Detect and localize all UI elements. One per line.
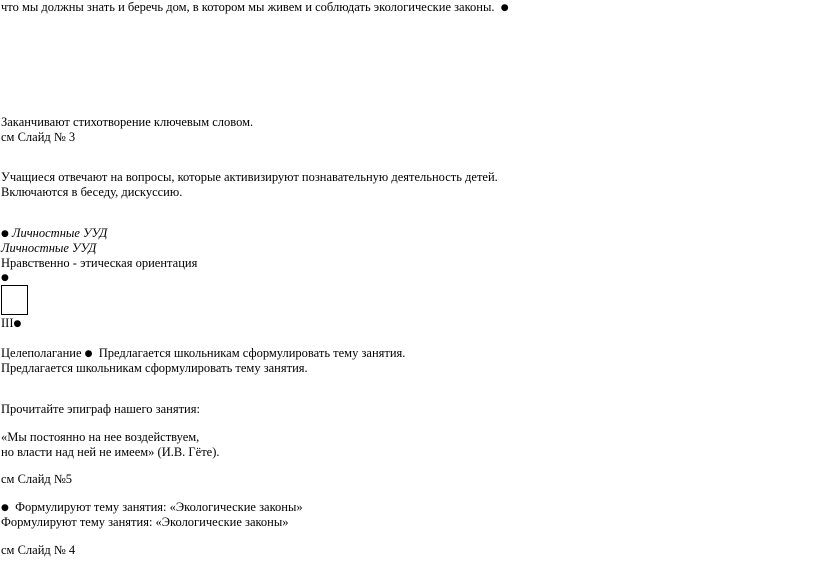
stage-number-line xyxy=(1,316,21,332)
text: Личностные УУД xyxy=(1,241,97,255)
text: Прочитайте эпиграф нашего занятия: xyxy=(1,402,200,416)
text: Нравственно - этическая ориентация xyxy=(1,256,198,270)
text-line-law-intro xyxy=(1,0,509,16)
text: Заканчивают стихотворение ключевым словом. xyxy=(1,115,254,129)
ethical-orientation-line xyxy=(1,256,197,271)
text: но власти над ней не имеем» (И.В. Гёте). xyxy=(1,445,220,459)
goal-setting-line xyxy=(1,346,405,362)
personal-uud-bullet-line xyxy=(1,226,107,242)
epigraph-quote-line-2 xyxy=(1,445,220,460)
text: см Слайд № 3 xyxy=(1,130,76,144)
text: см Слайд №5 xyxy=(1,472,73,486)
text: Включаются в беседу, дискуссию. xyxy=(1,185,183,199)
slide-reference-3 xyxy=(1,130,75,145)
bullet-icon: ● xyxy=(1,273,9,283)
text: что мы должны знать и беречь дом, в котором мы живем и соблюдать экологические законы. xyxy=(1,0,495,14)
personal-uud-line xyxy=(1,241,96,256)
text: Предлагается школьникам сформулировать тему занятия. xyxy=(1,361,308,375)
text: см Слайд № 4 xyxy=(1,543,76,557)
text: Личностные УУД xyxy=(11,226,108,240)
bullet-icon: ● xyxy=(500,3,509,13)
formulate-topic-line xyxy=(1,515,289,530)
formulate-topic-bullet-line xyxy=(1,500,303,516)
text-line-discussion xyxy=(1,185,182,200)
bullet-icon: ● xyxy=(1,229,9,239)
text: Формулируют тему занятия: «Экологические законы» xyxy=(15,500,303,514)
bullet-icon: ● xyxy=(84,349,93,359)
slide-reference-4 xyxy=(1,543,75,558)
stage-number: III xyxy=(1,316,14,330)
text: Целеполагание xyxy=(1,346,82,360)
text: Предлагается школьникам сформулировать тему занятия. xyxy=(98,346,406,360)
empty-image-box xyxy=(1,285,28,315)
epigraph-quote-line-1 xyxy=(1,430,199,445)
proposal-line xyxy=(1,361,308,376)
text: Учащиеся отвечают на вопросы, которые активизируют познавательную деятельность детей. xyxy=(1,170,498,184)
text: «Мы постоянно на нее воздействуем, xyxy=(1,430,200,444)
text: Формулируют тему занятия: «Экологические законы» xyxy=(1,515,289,529)
text-line-students-answer xyxy=(1,170,498,185)
bullet-icon: ● xyxy=(1,503,9,513)
epigraph-prompt-line xyxy=(1,402,200,417)
slide-reference-5 xyxy=(1,472,72,487)
bullet-line xyxy=(1,270,9,286)
bullet-icon: ● xyxy=(13,319,22,329)
text-line-poem-ending xyxy=(1,115,253,130)
